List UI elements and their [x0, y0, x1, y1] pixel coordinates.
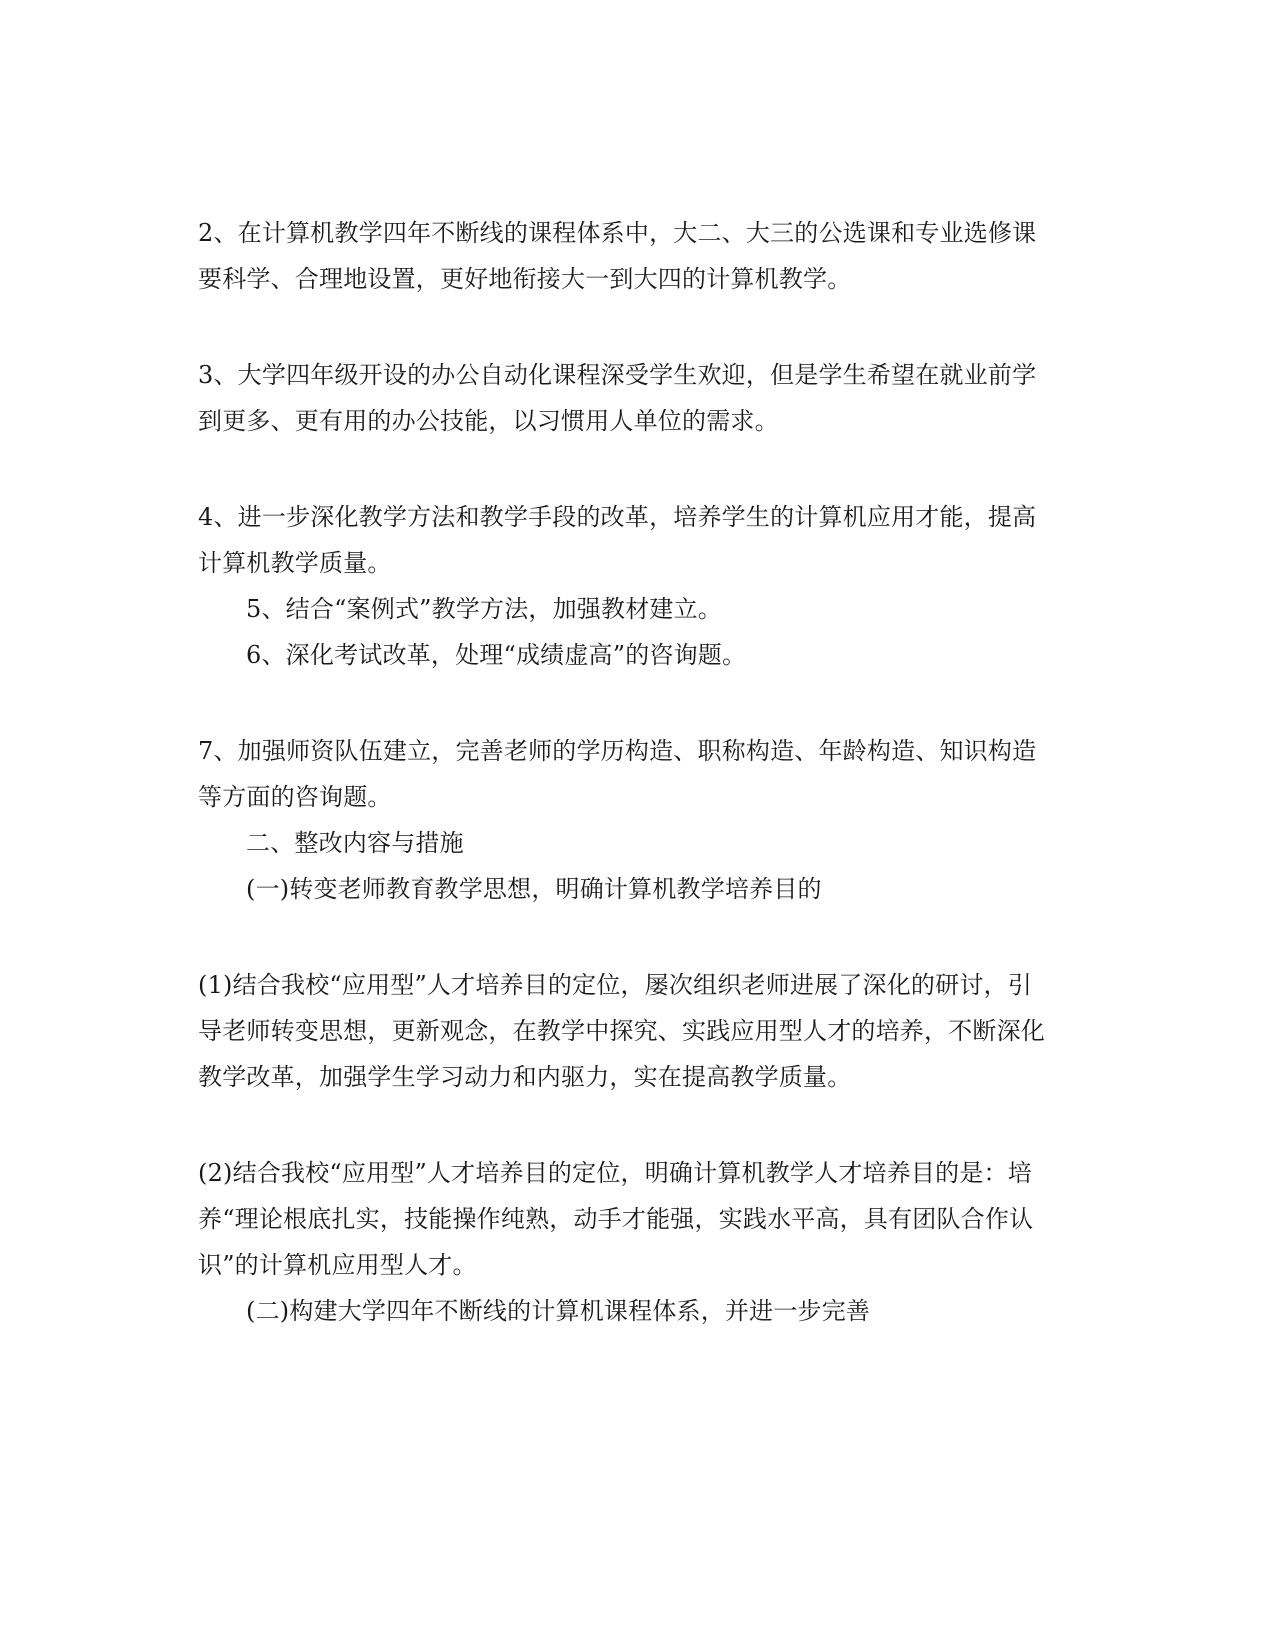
subsection-heading-1: (一)转变老师教育教学思想，明确计算机教学培养目的: [246, 875, 822, 903]
paragraph-7-line-1: 7、加强师资队伍建立，完善老师的学历构造、职称构造、年龄构造、知识构造: [198, 737, 1037, 765]
paragraph-5: 5、结合“案例式”教学方法，加强教材建立。: [246, 595, 723, 623]
paragraph-3-line-1: 3、大学四年级开设的办公自动化课程深受学生欢迎，但是学生希望在就业前学: [198, 361, 1037, 389]
paragraph-7-line-2: 等方面的咨询题。: [198, 783, 392, 811]
item-1-line-2: 导老师转变思想，更新观念，在教学中探究、实践应用型人才的培养，不断深化: [198, 1017, 1045, 1045]
subsection-heading-2: (二)构建大学四年不断线的计算机课程体系，并进一步完善: [246, 1297, 871, 1325]
item-2-line-3: 识”的计算机应用型人才。: [198, 1251, 477, 1279]
item-1-line-1: (1)结合我校“应用型”人才培养目的定位，屡次组织老师进展了深化的研讨，引: [198, 971, 1032, 999]
item-2-line-1: (2)结合我校“应用型”人才培养目的定位，明确计算机教学人才培养目的是：培: [198, 1159, 1032, 1187]
paragraph-4-line-2: 计算机教学质量。: [198, 549, 392, 577]
item-1-line-3: 教学改革，加强学生学习动力和内驱力，实在提高教学质量。: [198, 1063, 852, 1091]
paragraph-3-line-2: 到更多、更有用的办公技能，以习惯用人单位的需求。: [198, 407, 779, 435]
paragraph-4-line-1: 4、进一步深化教学方法和教学手段的改革，培养学生的计算机应用才能，提高: [198, 503, 1037, 531]
paragraph-2-line-1: 2、在计算机教学四年不断线的课程体系中，大二、大三的公选课和专业选修课: [198, 219, 1037, 247]
paragraph-2-line-2: 要科学、合理地设置，更好地衔接大一到大四的计算机教学。: [198, 265, 852, 293]
paragraph-6: 6、深化考试改革，处理“成绩虚高”的咨询题。: [246, 641, 747, 669]
section-heading-2: 二、整改内容与措施: [246, 829, 464, 857]
item-2-line-2: 养“理论根底扎实，技能操作纯熟，动手才能强，实践水平高，具有团队合作认: [198, 1205, 1034, 1233]
